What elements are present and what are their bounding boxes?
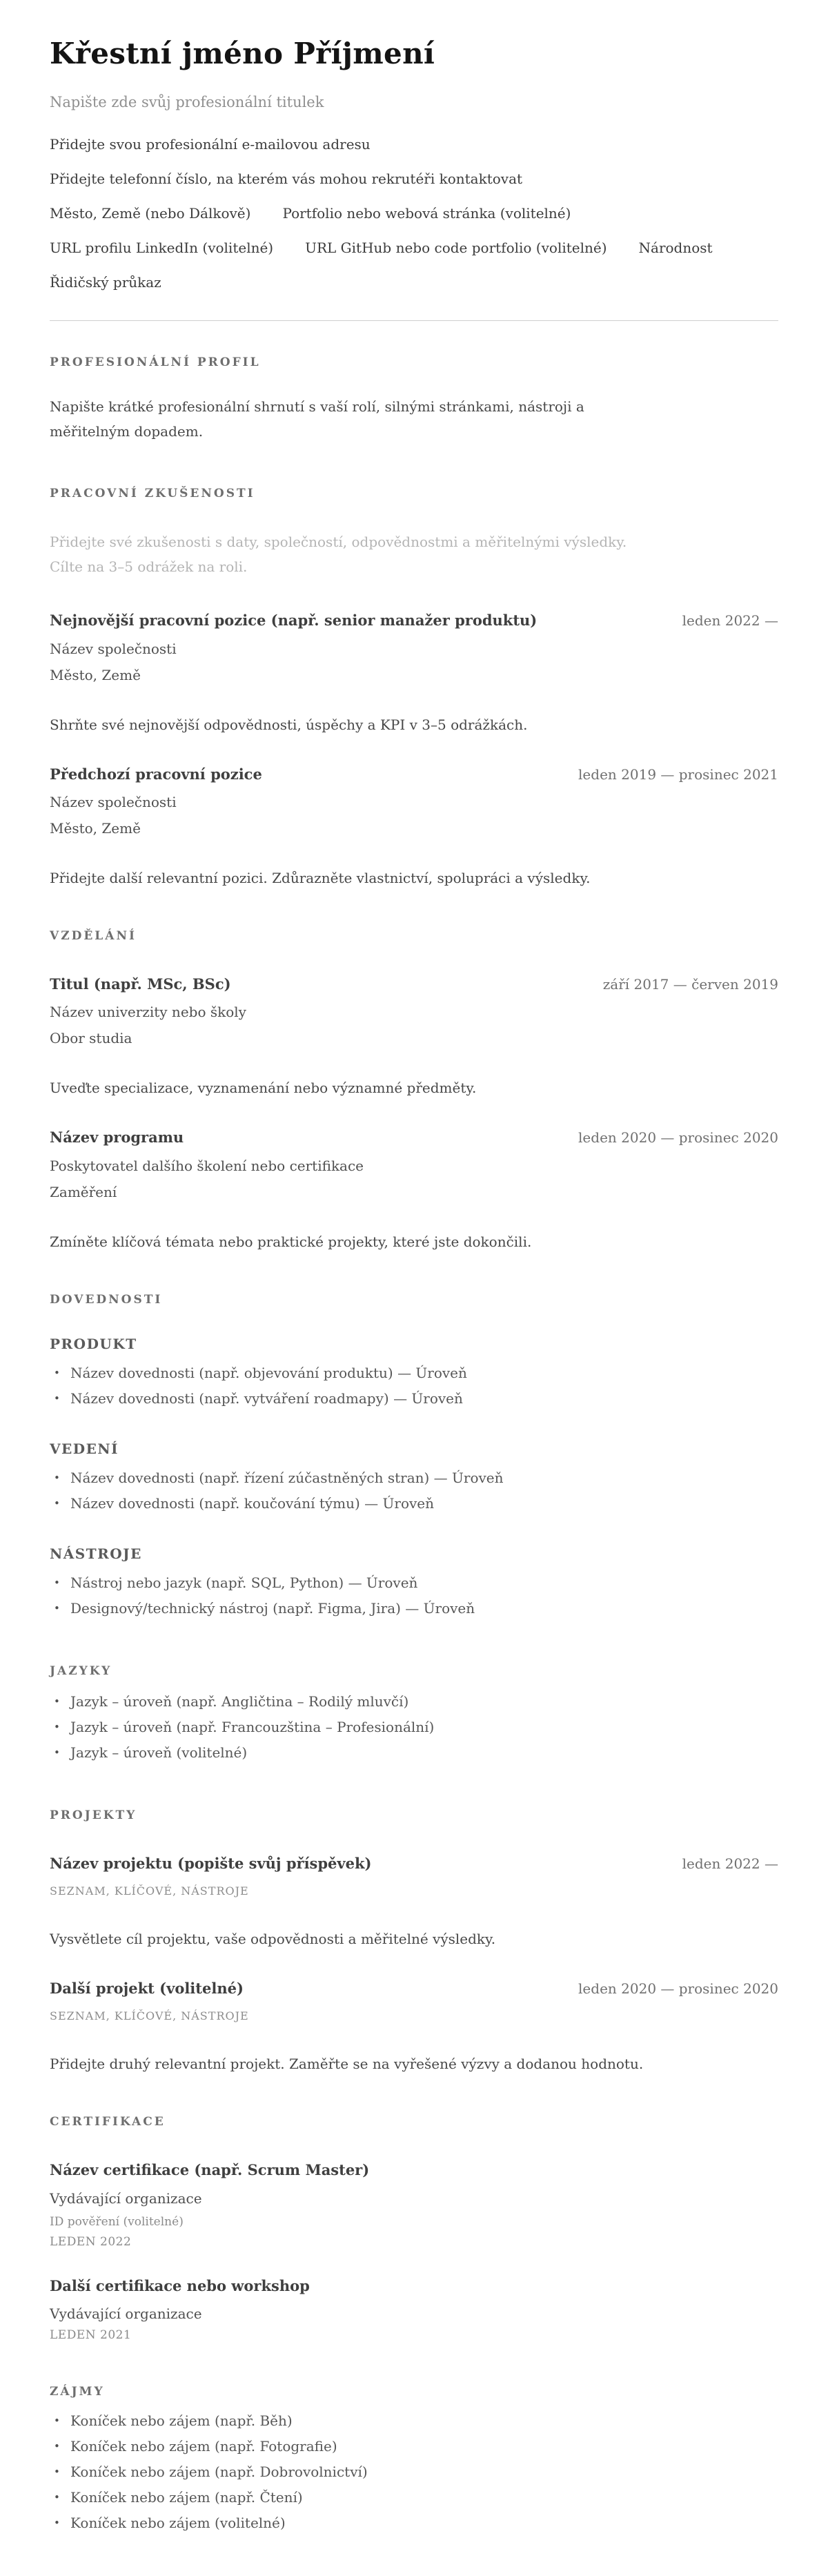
job-company: Název společnosti: [50, 793, 177, 810]
education-field: Obor studia: [50, 1030, 132, 1047]
contact-email: Přidejte svou profesionální e-mailovou adresu: [50, 136, 371, 153]
education-note: Uveďte specializace, vyznamenání nebo významné předměty.: [50, 1080, 477, 1097]
education-entry: [50, 1128, 778, 1249]
project-entry: [50, 1854, 778, 1947]
interest-item: • Koníček nebo zájem (např. Čtení): [50, 2485, 778, 2510]
skills-group-heading: NÁSTROJE: [50, 1545, 142, 1562]
languages-heading: JAZYKY: [50, 1663, 112, 1678]
interest-item: • Koníček nebo zájem (např. Fotografie): [50, 2434, 778, 2459]
profile-summary-line: měřitelným dopadem.: [50, 423, 204, 440]
skill-item: • Název dovednosti (např. řízení zúčastněných stran) — Úroveň: [50, 1465, 778, 1491]
contact-list: [50, 127, 778, 300]
education-dates: září 2017 — červen 2019: [602, 975, 778, 993]
contact-github: URL GitHub nebo code portfolio (volitelné): [305, 240, 607, 257]
skill-item: • Název dovednosti (např. vytváření roadmapy) — Úroveň: [50, 1386, 778, 1412]
certification-org: Vydávající organizace: [50, 2305, 202, 2323]
certification-title: Název certifikace (např. Scrum Master): [50, 2161, 370, 2179]
section-interests: [50, 2385, 778, 2536]
contact-nationality: Národnost: [638, 240, 713, 257]
certifications-heading: CERTIFIKACE: [50, 2115, 166, 2129]
language-item: • Jazyk – úroveň (volitelné): [50, 1740, 778, 1766]
headline-placeholder: Napište zde svůj profesionální titulek: [50, 94, 324, 111]
full-name: Křestní jméno Příjmení: [50, 37, 435, 70]
job-entry: [50, 611, 778, 732]
certification-entry: [50, 2276, 778, 2342]
education-note: Zmíněte klíčová témata nebo praktické projekty, které jste dokončili.: [50, 1233, 532, 1250]
skill-item: • Designový/technický nástroj (např. Figma, Jira) — Úroveň: [50, 1596, 778, 1621]
contact-portfolio: Portfolio nebo webová stránka (volitelné): [282, 205, 571, 222]
program-title: Název programu: [50, 1129, 184, 1146]
contact-row-location-portfolio: [50, 196, 778, 231]
project-note: Vysvětlete cíl projektu, vaše odpovědnosti a měřitelné výsledky.: [50, 1931, 496, 1948]
education-institution: Název univerzity nebo školy: [50, 1004, 246, 1021]
interest-item: • Koníček nebo zájem (např. Běh): [50, 2408, 778, 2434]
experience-placeholder-line: Cílte na 3–5 odrážek na roli.: [50, 558, 248, 576]
job-entry-head: [50, 765, 778, 784]
degree-title: Titul (např. MSc, BSc): [50, 975, 231, 993]
contact-row-email: [50, 127, 778, 162]
job-entry-head: [50, 611, 778, 630]
certification-org: Vydávající organizace: [50, 2189, 202, 2207]
job-title: Předchozí pracovní pozice: [50, 765, 262, 783]
languages-list: [50, 1689, 778, 1766]
profile-summary: [50, 394, 753, 444]
contact-row-phone: [50, 162, 778, 196]
skills-group-heading: VEDENÍ: [50, 1440, 119, 1457]
certification-entry: [50, 2160, 778, 2248]
education-entry: [50, 975, 778, 1096]
profile-summary-line: Napište krátké profesionální shrnutí s vaší rolí, silnými stránkami, nástroji a: [50, 398, 584, 416]
contact-phone: Přidejte telefonní číslo, na kterém vás mohou rekrutéři kontaktovat: [50, 170, 523, 188]
project-entry-head: [50, 1979, 778, 1998]
education-entry-head: [50, 975, 778, 994]
project-tags: SEZNAM, KLÍČOVÉ, NÁSTROJE: [50, 1884, 249, 1898]
skills-list: [50, 1360, 778, 1412]
job-summary: Přidejte další relevantní pozici. Zdůrazněte vlastnictví, spolupráci a výsledky.: [50, 869, 591, 886]
education-heading: VZDĚLÁNÍ: [50, 928, 137, 943]
language-item: • Jazyk – úroveň (např. Angličtina – Rodilý mluvčí): [50, 1689, 778, 1715]
job-summary: Shrňte své nejnovější odpovědnosti, úspěchy a KPI v 3–5 odrážkách.: [50, 716, 528, 733]
header-divider: [50, 320, 778, 321]
interest-item: • Koníček nebo zájem (volitelné): [50, 2510, 778, 2536]
contact-row-driving-license: [50, 265, 778, 300]
education-entry-head: [50, 1128, 778, 1147]
project-title: Další projekt (volitelné): [50, 1980, 244, 1998]
project-entry: [50, 1979, 778, 2072]
certification-date: LEDEN 2022: [50, 2234, 132, 2249]
contact-location: Město, Země (nebo Dálkově): [50, 205, 251, 222]
project-note: Přidejte druhý relevantní projekt. Zaměřte se na vyřešené výzvy a dodanou hodnotu.: [50, 2056, 644, 2073]
contact-driving-license: Řidičský průkaz: [50, 274, 161, 291]
education-institution: Poskytovatel dalšího školení nebo certifikace: [50, 1157, 364, 1174]
education-dates: leden 2020 — prosinec 2020: [578, 1129, 778, 1146]
project-tags: SEZNAM, KLÍČOVÉ, NÁSTROJE: [50, 2009, 249, 2023]
job-company: Název společnosti: [50, 640, 177, 657]
project-title: Název projektu (popište svůj příspěvek): [50, 1854, 372, 1872]
skills-group-tools: [50, 1545, 778, 1621]
job-location: Město, Země: [50, 819, 141, 837]
language-item: • Jazyk – úroveň (např. Francouzština – Profesionální): [50, 1715, 778, 1740]
section-projects: [50, 1808, 778, 2073]
section-certifications: [50, 2115, 778, 2342]
contact-linkedin: URL profilu LinkedIn (volitelné): [50, 240, 274, 257]
skills-group-product: [50, 1336, 778, 1412]
section-experience: [50, 487, 778, 886]
experience-heading: PRACOVNÍ ZKUŠENOSTI: [50, 487, 255, 501]
certification-title: Další certifikace nebo workshop: [50, 2276, 310, 2294]
profile-heading: PROFESIONÁLNÍ PROFIL: [50, 355, 261, 370]
interests-heading: ZÁJMY: [50, 2385, 105, 2399]
project-dates: leden 2022 —: [682, 1855, 778, 1872]
skills-heading: DOVEDNOSTI: [50, 1292, 163, 1307]
certification-id: ID pověření (volitelné): [50, 2214, 184, 2229]
skills-list: [50, 1465, 778, 1516]
section-skills: [50, 1293, 778, 1621]
skills-list: [50, 1570, 778, 1621]
section-languages: [50, 1664, 778, 1766]
job-dates: leden 2019 — prosinec 2021: [578, 765, 778, 783]
section-education: [50, 929, 778, 1250]
skill-item: • Název dovednosti (např. koučování týmu) — Úroveň: [50, 1491, 778, 1516]
experience-placeholder-line: Přidejte své zkušenosti s daty, společností, odpovědnostmi a měřitelnými výsledky.: [50, 534, 627, 551]
interest-item: • Koníček nebo zájem (např. Dobrovolnictví): [50, 2459, 778, 2485]
contact-row-links-nationality: [50, 231, 778, 265]
interests-list: [50, 2408, 778, 2536]
skill-item: • Nástroj nebo jazyk (např. SQL, Python) — Úroveň: [50, 1570, 778, 1596]
job-title: Nejnovější pracovní pozice (např. senior manažer produktu): [50, 612, 538, 630]
skill-item: • Název dovednosti (např. objevování produktu) — Úroveň: [50, 1360, 778, 1386]
job-dates: leden 2022 —: [682, 612, 778, 630]
certification-date: LEDEN 2021: [50, 2328, 132, 2343]
skills-group-leadership: [50, 1441, 778, 1516]
education-field: Zaměření: [50, 1183, 117, 1200]
resume-header: [50, 37, 778, 300]
project-dates: leden 2020 — prosinec 2020: [578, 1980, 778, 1998]
experience-placeholder: [50, 529, 753, 579]
projects-heading: PROJEKTY: [50, 1808, 137, 1822]
job-entry: [50, 765, 778, 886]
job-location: Město, Země: [50, 666, 141, 683]
project-entry-head: [50, 1854, 778, 1873]
skills-group-heading: PRODUKT: [50, 1335, 137, 1352]
section-profile: [50, 355, 778, 444]
